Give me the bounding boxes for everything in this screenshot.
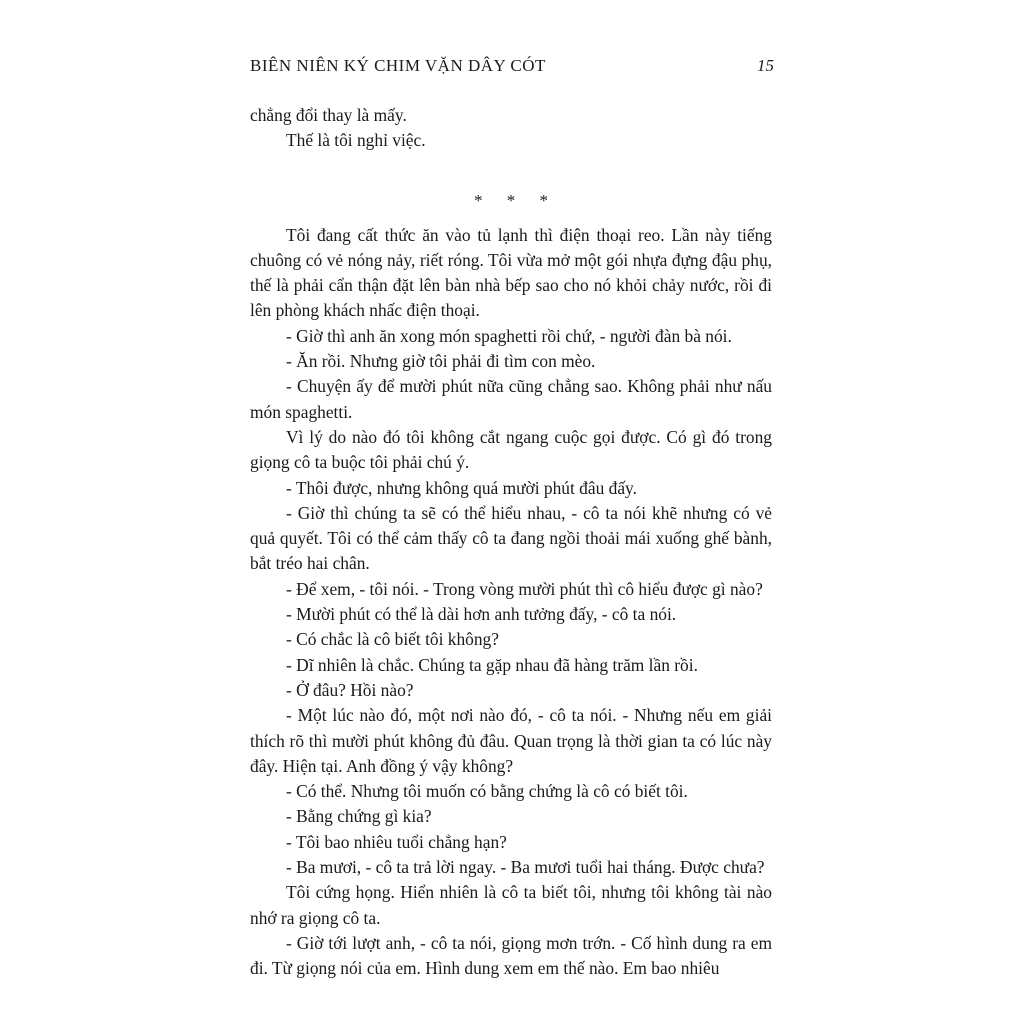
dialogue-line: - Mười phút có thể là dài hơn anh tưởng đấy, - cô ta nói. — [286, 604, 677, 625]
dialogue-line: - Có chắc là cô biết tôi không? — [286, 629, 499, 650]
dialogue-line: - Thôi được, nhưng không quá mười phút đâu đấy. — [286, 477, 637, 498]
dialogue-line: - Một lúc nào đó, một nơi nào đó, - cô ta nói. - Nhưng nếu em giải thích rõ thì mười phút không đủ đâu. Quan trọng là thời gian ta có lúc này đây. Hiện tại. Anh đồng ý vậy không? — [250, 705, 772, 776]
paragraph: Tôi cứng họng. Hiển nhiên là cô ta biết tôi, nhưng tôi không tài nào nhớ ra giọng cô ta. — [250, 882, 772, 928]
page-number: 15 — [757, 56, 774, 75]
dialogue-line: - Giờ tới lượt anh, - cô ta nói, giọng mơn trớn. - Cố hình dung ra em đi. Từ giọng nói của em. Hình dung xem em thế nào. Em bao nhiêu — [250, 932, 772, 979]
paragraph: Vì lý do nào đó tôi không cắt ngang cuộc gọi được. Có gì đó trong giọng cô ta buộc tôi phải chú ý. — [250, 426, 772, 473]
dialogue-line: - Chuyện ấy để mười phút nữa cũng chẳng sao. Không phải như nấu món spaghetti. — [250, 376, 772, 422]
dialogue-line: - Để xem, - tôi nói. - Trong vòng mười phút thì cô hiểu được gì nào? — [286, 578, 763, 599]
dialogue-line: - Ba mươi, - cô ta trả lời ngay. - Ba mươi tuổi hai tháng. Được chưa? — [286, 857, 765, 878]
dialogue-line: - Có thể. Nhưng tôi muốn có bằng chứng là cô có biết tôi. — [286, 781, 688, 802]
section-separator: * * * — [474, 190, 558, 210]
dialogue-line: - Giờ thì anh ăn xong món spaghetti rồi chứ, - người đàn bà nói. — [286, 325, 732, 346]
running-title: BIÊN NIÊN KÝ CHIM VẶN DÂY CÓT — [250, 56, 546, 75]
dialogue-line: - Dĩ nhiên là chắc. Chúng ta gặp nhau đã hàng trăm lần rồi. — [286, 654, 698, 675]
dialogue-line: - Ở đâu? Hồi nào? — [286, 679, 414, 700]
paragraph: Tôi đang cất thức ăn vào tủ lạnh thì điện thoại reo. Lần này tiếng chuông có vẻ nóng nảy, riết róng. Tôi vừa mở một gói nhựa đựng đậu phụ, thế là phải cẩn thận đặt lên bàn nhà bếp sao cho nó khỏi chảy nước, rồi đi lên phòng khách nhấc điện thoại. — [250, 224, 772, 321]
dialogue-line: - Giờ thì chúng ta sẽ có thể hiểu nhau, - cô ta nói khẽ nhưng có vẻ quả quyết. Tôi có thể cảm thấy cô ta đang ngồi thoải mái xuống ghế bành, bắt tréo hai chân. — [250, 502, 772, 574]
body-text — [250, 103, 772, 982]
page-header — [250, 56, 774, 86]
paragraph: Thế là tôi nghỉ việc. — [286, 130, 426, 151]
dialogue-line: - Ăn rồi. Nhưng giờ tôi phải đi tìm con mèo. — [286, 351, 596, 372]
paragraph: chẳng đổi thay là mấy. — [250, 105, 407, 125]
dialogue-line: - Tôi bao nhiêu tuổi chẳng hạn? — [286, 831, 507, 852]
dialogue-line: - Bằng chứng gì kia? — [286, 806, 432, 827]
